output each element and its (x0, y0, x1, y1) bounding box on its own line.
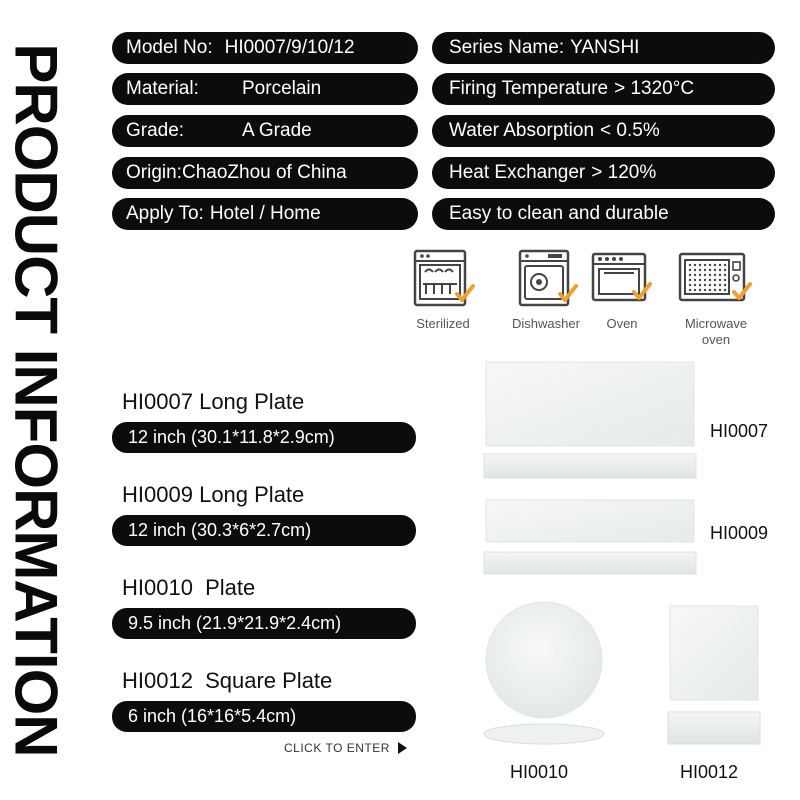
product-size-hi0010 (112, 608, 416, 639)
product-name: Plate (205, 575, 256, 600)
spec-firing-temp (432, 73, 775, 105)
spec-value: Porcelain (242, 78, 322, 99)
product-size-text: 9.5 inch (21.9*21.9*2.4cm) (128, 613, 342, 633)
play-arrow-icon[interactable] (398, 742, 407, 754)
oven-icon (590, 248, 654, 310)
product-code: HI0009 (122, 482, 193, 507)
icon-label: Oven (606, 316, 638, 331)
spec-value: HI0007/9/10/12 (224, 37, 355, 58)
product-size-text: 12 inch (30.1*11.8*2.9cm) (128, 427, 335, 447)
product-size-hi0009 (112, 515, 416, 546)
spec-origin (112, 157, 418, 189)
spec-material (112, 73, 418, 105)
spec-key: Model No: (126, 37, 213, 58)
spec-value: > 1320°C (614, 78, 695, 99)
plate-code-hi0009: HI0009 (710, 523, 769, 543)
spec-key: Easy to clean and durable (449, 203, 669, 224)
spec-series (432, 32, 775, 64)
spec-easy-clean (432, 198, 775, 230)
spec-water-absorption (432, 115, 775, 147)
product-title-hi0010 (122, 575, 255, 601)
spec-key: Firing Temperature (449, 78, 609, 99)
plate-round-illustration (480, 602, 610, 750)
spec-grade (112, 115, 418, 147)
icon-label: Sterilized (416, 316, 470, 331)
vertical-title-text: PRODUCT INFORMATION (3, 43, 71, 757)
product-size-text: 6 inch (16*16*5.4cm) (128, 706, 297, 726)
product-title-hi0007 (122, 389, 304, 415)
spec-key: Apply To: (126, 203, 204, 224)
spec-value: < 0.5% (600, 120, 660, 141)
plate-code-hi0007: HI0007 (710, 421, 769, 441)
hi0007-top-view (486, 362, 694, 446)
click-to-enter-link[interactable] (284, 741, 407, 755)
spec-model (112, 32, 418, 64)
plate-code-hi0012: HI0012 (680, 762, 739, 782)
spec-apply-to (112, 198, 418, 230)
usage-microwave (674, 248, 758, 348)
spec-heat-exchanger (432, 157, 775, 189)
product-name: Square Plate (205, 668, 333, 693)
usage-dishwasher (508, 248, 584, 332)
product-code: HI0007 (122, 389, 193, 414)
spec-value: A Grade (242, 120, 312, 141)
vertical-title (0, 0, 72, 800)
product-size-hi0012 (112, 701, 416, 732)
spec-key: Origin: (126, 162, 182, 183)
spec-key: Water Absorption (449, 120, 595, 141)
hi0012-top-view (670, 606, 758, 700)
spec-value: Hotel / Home (209, 203, 321, 224)
spec-key: Grade: (126, 120, 185, 141)
hi0007-side-view (484, 454, 696, 478)
product-name: Long Plate (199, 389, 305, 414)
hi0010-top-view (486, 602, 602, 718)
plate-square-illustration (664, 604, 764, 746)
plate-code-hi0010: HI0010 (510, 762, 569, 782)
product-title-hi0009 (122, 482, 304, 508)
click-to-enter-text[interactable]: CLICK TO ENTER (284, 741, 390, 755)
product-size-text: 12 inch (30.3*6*2.7cm) (128, 520, 312, 540)
usage-oven (590, 248, 654, 332)
spec-value: ChaoZhou of China (181, 162, 347, 183)
hi0009-side-view (484, 552, 696, 574)
hi0012-side-view (668, 712, 760, 744)
spec-value: > 120% (591, 162, 657, 183)
hi0009-top-view (486, 500, 694, 542)
product-title-hi0012 (122, 668, 332, 694)
product-size-hi0007 (112, 422, 416, 453)
spec-key: Heat Exchanger (449, 162, 586, 183)
microwave-icon (676, 248, 756, 310)
spec-key: Material: (126, 78, 199, 99)
icon-label: Microwave oven (684, 316, 748, 347)
spec-key: Series Name: (449, 37, 565, 58)
dishwasher-icon (514, 248, 578, 310)
hi0010-side-view (484, 724, 604, 744)
product-code: HI0012 (122, 668, 193, 693)
spec-value: YANSHI (570, 37, 640, 58)
plates-long-illustration (480, 358, 700, 580)
sterilizer-icon (411, 248, 475, 310)
product-code: HI0010 (122, 575, 193, 600)
icon-label: Dishwasher (512, 316, 580, 331)
product-name: Long Plate (199, 482, 305, 507)
usage-sterilized (408, 248, 478, 332)
